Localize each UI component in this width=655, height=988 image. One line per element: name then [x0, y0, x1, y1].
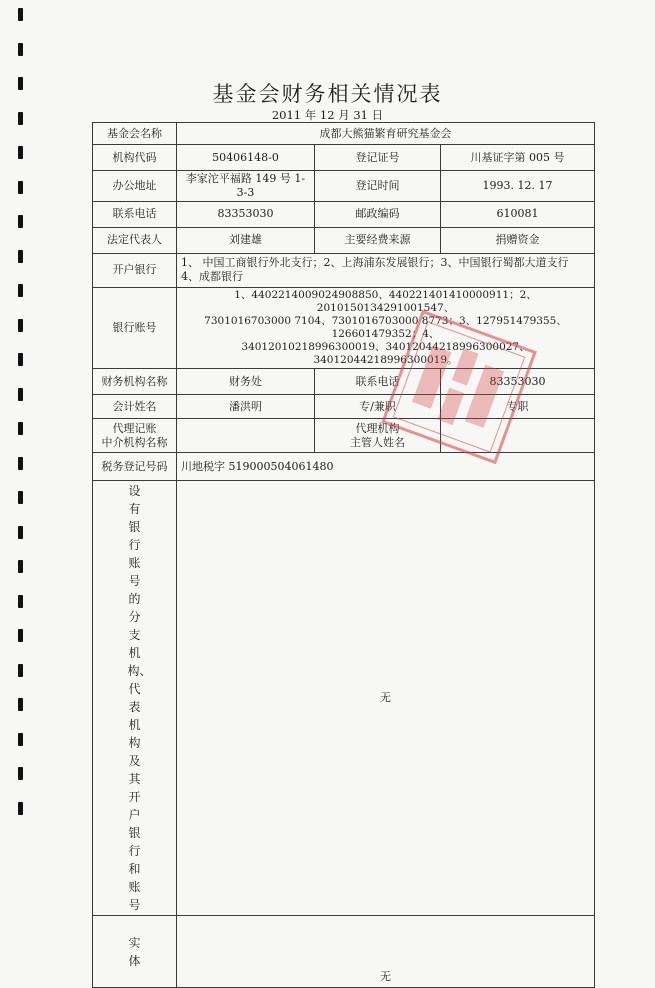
binder-hole — [18, 698, 23, 711]
value-funding-source: 捐赠资金 — [441, 227, 595, 253]
binder-hole — [18, 491, 23, 504]
row-entity — [93, 916, 595, 988]
value-address: 李家沱平福路 149 号 1-3-3 — [177, 171, 315, 202]
finance-info-table — [92, 122, 595, 988]
row-agent — [93, 419, 595, 453]
value-phone: 83353030 — [177, 201, 315, 227]
label-legal-rep: 法定代表人 — [93, 227, 177, 253]
binder-hole — [18, 146, 23, 159]
bank-line-1: 1、 中国工商银行外北支行；2、上海浦东发展银行；3、中国银行蜀都大道支行 — [181, 256, 569, 270]
value-agent-manager — [441, 419, 595, 453]
binder-hole — [18, 353, 23, 366]
binder-hole — [18, 422, 23, 435]
label-tax: 税务登记号码 — [93, 453, 177, 481]
binder-hole — [18, 664, 23, 677]
value-accountant: 潘洪明 — [177, 395, 315, 419]
value-entity: 无 — [177, 916, 595, 988]
label-agent-line-1: 代理记账 — [112, 422, 157, 435]
value-org-code: 50406148-0 — [177, 145, 315, 171]
row-branches — [93, 481, 595, 916]
binder-hole — [18, 8, 23, 21]
label-entity-text: 实体 — [128, 935, 141, 968]
label-phone: 联系电话 — [93, 201, 177, 227]
label-entity — [93, 916, 177, 988]
binder-hole — [18, 733, 23, 746]
binder-hole — [18, 215, 23, 228]
account-line-2: 7301016703000 7104、7301016703000 8773；3、127951479355、126601479352；4、 — [204, 314, 567, 340]
label-agent-manager-line-1: 代理机构 — [355, 422, 400, 435]
label-employment-type: 专/兼职 — [315, 395, 441, 419]
label-registration-no: 登记证号 — [315, 145, 441, 171]
binder-hole — [18, 388, 23, 401]
value-bank — [177, 253, 595, 287]
label-address: 办公地址 — [93, 171, 177, 202]
binder-hole — [18, 250, 23, 263]
value-finance-dept: 财务处 — [177, 369, 315, 395]
label-branches-text: 设有银行账号的分支机构、代表机构及其开户银行和账号 — [127, 484, 152, 913]
label-finance-phone: 联系电话 — [315, 369, 441, 395]
label-agent — [93, 419, 177, 453]
binder-hole — [18, 629, 23, 642]
label-funding-source: 主要经费来源 — [315, 227, 441, 253]
label-org-code: 机构代码 — [93, 145, 177, 171]
binder-hole — [18, 595, 23, 608]
value-finance-phone: 83353030 — [441, 369, 595, 395]
row-accountant — [93, 395, 595, 419]
label-accountant: 会计姓名 — [93, 395, 177, 419]
value-registration-date: 1993. 12. 17 — [441, 171, 595, 202]
label-bank: 开户银行 — [93, 253, 177, 287]
row-org-code — [93, 145, 595, 171]
row-address — [93, 171, 595, 202]
label-foundation-name: 基金会名称 — [93, 123, 177, 145]
value-accounts — [177, 287, 595, 369]
value-registration-no: 川基证字第 005 号 — [441, 145, 595, 171]
binder-hole — [18, 526, 23, 539]
label-agent-line-2: 中介机构名称 — [101, 435, 168, 449]
value-tax: 川地税字 519000504061480 — [177, 453, 595, 481]
label-finance-dept: 财务机构名称 — [93, 369, 177, 395]
binder-hole — [18, 802, 23, 815]
label-agent-manager — [315, 419, 441, 453]
binder-hole — [18, 319, 23, 332]
value-branches: 无 — [177, 481, 595, 916]
binder-hole — [18, 284, 23, 297]
value-employment-type: 专职 — [441, 395, 595, 419]
page-title: 基金会财务相关情况表 — [212, 82, 443, 106]
value-foundation-name: 成都大熊猫繁育研究基金会 — [177, 123, 595, 145]
row-tax — [93, 453, 595, 481]
row-legal-rep — [93, 227, 595, 253]
binder-hole — [18, 181, 23, 194]
label-agent-manager-line-2: 主管人姓名 — [350, 435, 405, 449]
report-date: 2011 年 12 月 31 日 — [271, 108, 384, 122]
value-legal-rep: 刘建雄 — [177, 227, 315, 253]
value-agent — [177, 419, 315, 453]
label-registration-date: 登记时间 — [315, 171, 441, 202]
binder-hole — [18, 560, 23, 573]
binder-holes — [18, 0, 28, 842]
row-finance-dept — [93, 369, 595, 395]
label-accounts: 银行账号 — [93, 287, 177, 369]
account-line-1: 1、4402214009024908850、440221401410000911；2、2010150134291001547、 — [234, 288, 537, 314]
label-branches — [93, 481, 177, 916]
label-postcode: 邮政编码 — [315, 201, 441, 227]
row-bank — [93, 253, 595, 287]
binder-hole — [18, 43, 23, 56]
account-line-3: 34012010218996300019、34012044218996300027、34012044218996300019。 — [241, 341, 530, 367]
bank-line-2: 4、成都银行 — [181, 270, 243, 283]
binder-hole — [18, 767, 23, 780]
row-accounts — [93, 287, 595, 369]
binder-hole — [18, 457, 23, 470]
value-postcode: 610081 — [441, 201, 595, 227]
row-foundation-name — [93, 123, 595, 145]
row-phone — [93, 201, 595, 227]
